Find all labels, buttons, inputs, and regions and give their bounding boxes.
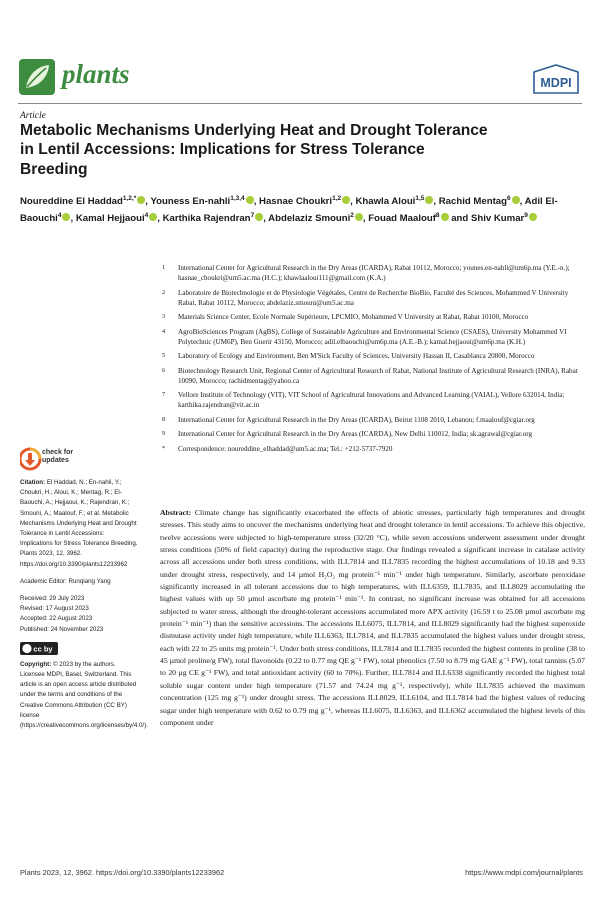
dates-block bbox=[20, 594, 138, 635]
author-affiliation-sup: 4 bbox=[144, 211, 149, 219]
affiliation-number: 1 bbox=[162, 264, 166, 271]
affiliation-item bbox=[160, 312, 585, 322]
author bbox=[259, 196, 350, 207]
author-name: Youness En-nahli bbox=[150, 196, 231, 208]
affiliation-text: Laboratoire de Biotechnologie et de Physiologie Végétales, Centre de Recherche BioBio, Faculté des Sciences, Mohammed V University Rabat, Rabat 10112, Morocco; abdelaziz.smouni@um5.ac.ma bbox=[178, 288, 569, 307]
affiliation-text: Laboratory of Ecology and Environment, Ben M'Sick Faculty of Sciences, University Hassan II, Casablanca 20800, Morocco bbox=[178, 352, 535, 361]
orcid-icon[interactable] bbox=[246, 196, 254, 204]
author bbox=[76, 213, 157, 224]
affiliation-number: 7 bbox=[162, 391, 166, 399]
cc-by-text: cc by bbox=[33, 644, 53, 654]
orcid-icon[interactable] bbox=[137, 196, 145, 204]
copyright-label: Copyright: bbox=[20, 660, 52, 668]
orcid-icon[interactable] bbox=[149, 213, 157, 221]
author-name: Khawla Aloui bbox=[355, 196, 416, 208]
author-affiliation-sup: 6 bbox=[506, 195, 511, 202]
mdpi-logo-text: MDPI bbox=[540, 76, 572, 90]
affiliation-item bbox=[160, 429, 585, 439]
mdpi-logo bbox=[532, 64, 580, 94]
affiliation-item bbox=[160, 351, 585, 361]
citation-text: El Haddad, N.; En-nahli, Y.; Choukri, H.; Aloui, K.; Mentag, R.; El-Baouchi, A.; Hejjaoui, K.; Rajendran, K.; Smouni, A.; Maalouf, F.; et al. Metabolic Mechanisms Underlying Heat and Drought Tolerance in Lentil Accessions: Implications for Stress Tolerance Breeding. Plants 2023, 12, 3962. https://doi.org/10.3390/plants12233962 bbox=[20, 479, 138, 568]
accepted-date: Accepted: 22 August 2023 bbox=[20, 615, 93, 623]
affiliation-text: International Center for Agricultural Research in the Dry Areas (ICARDA), New Delhi 110012, India; sk.agrawal@cgiar.org bbox=[178, 430, 533, 439]
citation-label: Citation: bbox=[20, 479, 46, 486]
orcid-icon[interactable] bbox=[512, 196, 520, 204]
abstract-label: Abstract: bbox=[160, 508, 192, 517]
author-affiliation-sup: 1,2,* bbox=[122, 195, 137, 202]
affiliation-item bbox=[160, 444, 585, 454]
author-affiliation-sup: 1,5 bbox=[415, 195, 425, 202]
affiliation-text: AgroBioSciences Program (AgBS), College of Sustainable Agriculture and Environmental Science (CSAES), University Mohammed VI Polytechnic (UM6P), Ben Guerir 43150, Morocco; adil.elbaouchi@um6p.ma (A.E.-B.); kamal.hejjaoui@um6p.ma (K.H.) bbox=[178, 327, 567, 346]
author bbox=[20, 196, 145, 207]
header-divider bbox=[18, 103, 582, 104]
author-affiliation-sup: 9 bbox=[524, 211, 528, 219]
affiliation-item bbox=[160, 327, 585, 347]
author-name: Kamal Hejjaoui bbox=[75, 213, 145, 225]
affiliation-text: International Center for Agricultural Research in the Dry Areas (ICARDA), Rabat 10112, Morocco; younes.en-nahli@um6p.ma (Y.E.-n.); hasnae_choukri@um5.ac.ma (H.C.); khawlaaloui111@gmail.com (K.A.) bbox=[178, 264, 570, 283]
orcid-icon[interactable] bbox=[425, 196, 433, 204]
author-name: Shiv Kumar bbox=[470, 213, 525, 225]
article-title: Metabolic Mechanisms Underlying Heat and Drought Tolerance in Lentil Accessions: Implications for Stress Tolerance Breeding bbox=[20, 122, 488, 178]
affiliations bbox=[160, 263, 585, 458]
affiliation-number: 2 bbox=[162, 288, 166, 296]
check-updates-line2: updates bbox=[42, 457, 69, 464]
check-for-updates-badge[interactable] bbox=[20, 447, 130, 471]
abstract bbox=[160, 507, 585, 729]
affiliation-number: 9 bbox=[162, 430, 166, 438]
author-affiliation-sup: 1,2 bbox=[332, 195, 342, 202]
author-affiliation-sup: 1,3,4 bbox=[230, 195, 245, 202]
academic-editor: Academic Editor: Runqiang Yang bbox=[20, 577, 111, 585]
author-affiliation-sup: 8 bbox=[435, 211, 440, 219]
author-affiliation-sup: 4 bbox=[57, 211, 62, 219]
footer-citation: Plants 2023, 12, 3962. https://doi.org/10.3390/plants12233962 bbox=[20, 868, 225, 877]
article-sidebar bbox=[20, 478, 148, 738]
author-affiliation-sup: 2 bbox=[350, 211, 354, 219]
affiliation-number: 5 bbox=[162, 352, 166, 360]
footer-journal-url[interactable]: https://www.mdpi.com/journal/plants bbox=[465, 868, 583, 877]
orcid-icon[interactable] bbox=[529, 213, 537, 221]
check-updates-icon bbox=[20, 449, 40, 469]
received-date: Received: 29 July 2023 bbox=[20, 595, 85, 603]
affiliation-item bbox=[160, 263, 585, 283]
citation-block bbox=[20, 478, 138, 570]
author bbox=[439, 196, 520, 207]
published-date: Published: 24 November 2023 bbox=[20, 625, 104, 633]
orcid-icon[interactable] bbox=[255, 213, 263, 221]
revised-date: Revised: 17 August 2023 bbox=[20, 605, 89, 613]
affiliation-text: International Center for Agricultural Research in the Dry Areas (ICARDA), Beirut 1108 2010, Lebanon; f.maalouf@cgiar.org bbox=[178, 415, 535, 424]
affiliation-number: 6 bbox=[162, 366, 166, 374]
author-name: Adil El-Baouchi bbox=[20, 196, 558, 225]
plants-journal-logo bbox=[18, 58, 56, 96]
affiliation-text: Correspondence: noureddine_elhaddad@um5.ac.ma; Tel.: +212-5737-7920 bbox=[178, 444, 393, 453]
author-name: Fouad Maalouf bbox=[368, 213, 436, 225]
copyright-text: © 2023 by the authors. Licensee MDPI, Basel, Switzerland. This article is an open access article distributed under the terms and conditions of the Creative Commons Attribution (CC BY) license (https://creativecommons.org/licenses/by/4.0/). bbox=[20, 660, 148, 730]
cc-by-license-icon[interactable] bbox=[20, 642, 58, 655]
affiliation-number: 3 bbox=[162, 313, 166, 321]
orcid-icon[interactable] bbox=[441, 213, 449, 221]
affiliation-item bbox=[160, 288, 585, 308]
author bbox=[150, 196, 253, 207]
author-name: Karthika Rajendran bbox=[162, 213, 251, 225]
journal-name: plants bbox=[62, 59, 130, 89]
orcid-icon[interactable] bbox=[342, 196, 350, 204]
article-type: Article bbox=[20, 111, 46, 121]
orcid-icon[interactable] bbox=[355, 213, 363, 221]
author-and: and bbox=[451, 213, 469, 225]
affiliation-item bbox=[160, 390, 585, 410]
check-updates-line1: check for bbox=[42, 449, 74, 456]
copyright-block bbox=[20, 660, 148, 731]
author-list: Noureddine El Haddad$^{1,2,*}$ , Youness En-nahli$^{1,3,4}$ , Hasnae Choukri$^{1,2}$ , Khawla Aloui$^{1,5}$ , Rachid Mentag$^6$ , Adil El-Baouchi$^4$ , Kamal Hejjaoui$^4$ , Karthika Rajendran$^7$ , Abdelaziz Smouni$^2$ , Fouad Maalouf$^8$ and Shiv Kumar$^9$ bbox=[20, 195, 558, 225]
author bbox=[368, 213, 448, 224]
abstract-text: Climate change has significantly exacerbated the effects of abiotic stresses, particularly high temperatures and drought stresses. This study aims to uncover the mechanisms underlying heat and drought tolerance in lentil accessions. To achieve this objective, twelve accessions were subjected to high-temperature stress (32/20 °C), while seven accessions underwent assessment under drought stress conditions (50% of field capacity) during the reproductive stage. Our findings revealed a significant increase in catalase activity across all accessions under both stress conditions, with ILL7814 and ILL7835 recording the highest accumulations of 10.18 and 9.33 under drought stress, respectively, and 14 µmol H₂O₂ mg protein⁻¹ min⁻¹ under high temperature. Similarly, ascorbate peroxidase significantly increased in all tolerant accessions due to high temperatures, with ILL6359, ILL7835, and ILL8029 accumulating the highest values with up 50 µmol ascorbate mg protein⁻¹ min⁻¹. In contrast, no significant increase was obtained for all accessions subjected to water stress, although the drought-tolerant accessions accumulated more APX activity (16.59 t to 25.08 µmol ascorbate mg protein⁻¹ min⁻¹) than the sensitive accessions. The accessions ILL6075, ILL7814, and ILL8029 significantly had the highest superoxide dismutase activity under high temperature, while ILL6363, ILL7814, and ILL7835 accumulated the highest values under drought stress, each with 22 to 25 units mg protein⁻¹. Under both stress conditions, ILL7814 and ILL7835 recorded the highest contents in proline (38 to 45 µmol proline/g FW), total flavonoids (0.22 to 0.77 mg QE g⁻¹ FW), total phenolics (7.50 to 8.79 mg GAE g⁻¹ FW), total tannins (5.07 to 20 µg CE g⁻¹ FW), and total antioxidant activity (60 to 70%). Further, ILL7814 and ILL6338 significantly recorded the highest total soluble sugar content under high temperature (71.57 and 74.24 mg g⁻¹, respectively), while ILL7835 achieved the maximum concentration (125 mg g⁻¹) under drought stress. The accessions ILL8029, ILL6104, and ILL7814 had the highest values of reducing sugar under high temperature with 0.62 to 0.79 mg g⁻¹, whereas ILL6075, ILL6363, and ILL6362 accumulated the highest levels of this component under bbox=[160, 508, 586, 727]
affiliation-text: Vellore Institute of Technology (VIT), VIT School of Agricultural Innovations and Advanced Learning (VAIAL), Vellore 632014, India; karthika.rajendran@vit.ac.in bbox=[178, 391, 565, 410]
affiliation-number: 4 bbox=[162, 327, 166, 335]
check-updates-text[interactable] bbox=[42, 449, 73, 465]
author bbox=[268, 213, 363, 224]
author bbox=[163, 213, 264, 224]
author bbox=[355, 196, 433, 207]
author bbox=[471, 213, 537, 224]
affiliation-item bbox=[160, 366, 585, 386]
author-name: Hasnae Choukri bbox=[259, 196, 333, 208]
author-name: Abdelaziz Smouni bbox=[268, 213, 351, 225]
author-name: Rachid Mentag bbox=[438, 196, 507, 208]
author-name: Noureddine El Haddad bbox=[20, 196, 123, 208]
orcid-icon[interactable] bbox=[62, 213, 70, 221]
affiliation-number: * bbox=[162, 444, 166, 452]
affiliation-text: Materials Science Center, Ecole Normale Supérieure, LPCMIO, Mohammed V University at Rabat, Rabat 10100, Morocco bbox=[178, 313, 529, 322]
author-affiliation-sup: 7 bbox=[250, 211, 255, 219]
affiliation-text: Biotechnology Research Unit, Regional Center of Agricultural Research of Rabat, National Institute of Agricultural Research (INRA), Rabat 10090, Morocco; rachidmentag@yahoo.ca bbox=[178, 366, 578, 385]
affiliation-item bbox=[160, 415, 585, 425]
affiliation-number: 8 bbox=[162, 415, 166, 423]
